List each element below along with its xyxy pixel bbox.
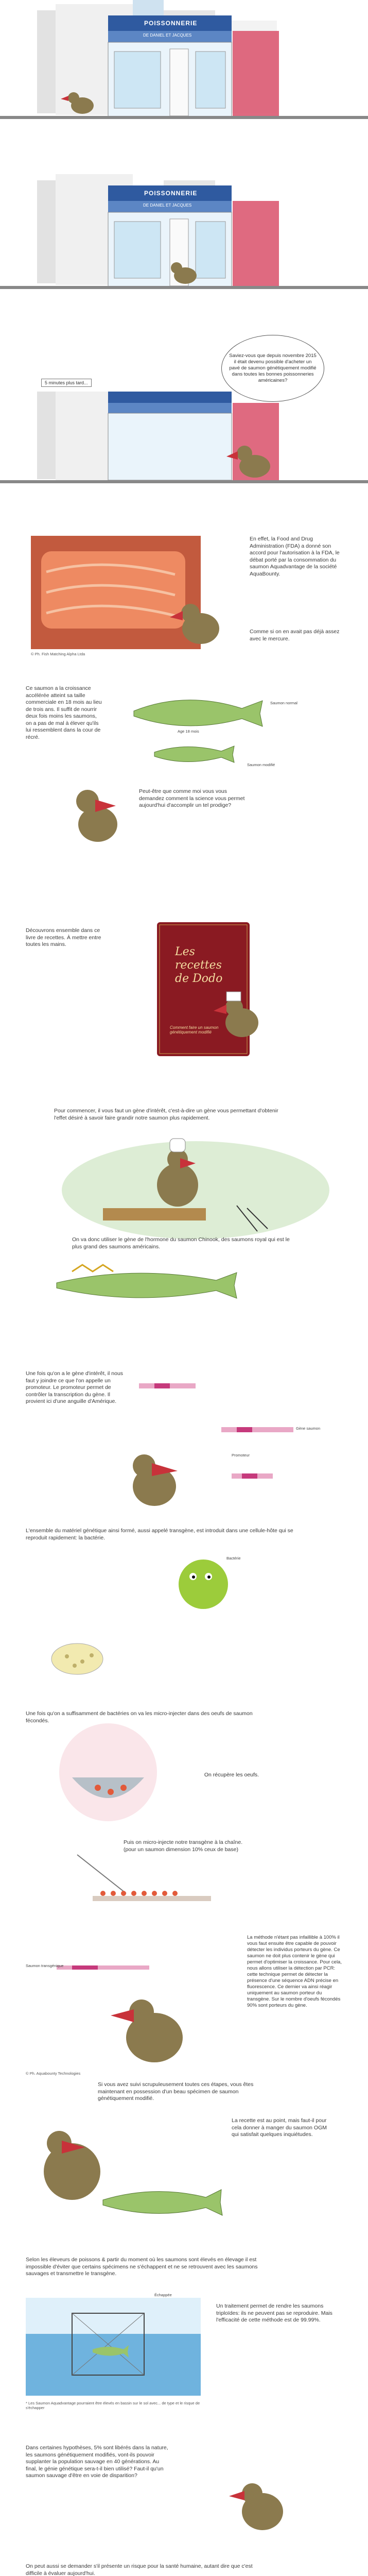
text-chinook: On va donc utiliser le gène de l'hormone du saumon Chinook, des saumons royal qui est le plus grand des saumons américains.	[72, 1236, 290, 1250]
bacteria-illustration	[0, 1528, 368, 1703]
panel-salmon-growth	[0, 685, 368, 891]
shop-sign-title: POISSONNERIE	[144, 190, 198, 197]
panel-hypotheses	[0, 2445, 368, 2576]
photo-credit-1: © Ph. Fish Matching Alpha Ltda	[31, 652, 85, 656]
text-hypotheses: Dans certaines hypothèses, 5% sont libérés dans la nature, les saumons génétiquement modifiés, vont-ils pouvoir supplanter la population sauvage en 40 générations. Au final, le génie génétique sera-t-il bien utilisé? Faut-il qu'un saumon sauvage d'être en voie de disparition?	[26, 2445, 168, 2479]
panel-salmon-steak	[0, 526, 368, 675]
text-transgene: L'ensemble du matériel génétique ainsi formé, aussi appelé transgène, est introduit dans une cellule-hôte qui se reproduit rapidement: la bactérie.	[26, 1528, 293, 1541]
text-mercury: Comme si on en avait pas déjà assez avec le mercure.	[250, 629, 340, 642]
text-prodigy: Peut-être que comme moi vous vous demandez comment la science vous permet aujourd'hui d'accomplir un tel prodige?	[139, 788, 245, 808]
panel-pcr	[0, 1935, 368, 2079]
dodo-thinking	[0, 2445, 368, 2576]
book-title: Les recettes de Dodo	[175, 945, 223, 985]
photo-credit-3: * Les Saumon Aquadvantage pourraient être élevés en bassin sur le sol avec... de type et le risque de s'échapper	[26, 2401, 200, 2410]
time-caption: 5 minutes plus tard...	[41, 379, 92, 387]
label-age: Age 18 mois	[178, 729, 199, 734]
eggs-illustration	[0, 1710, 368, 1932]
panel-shop-2	[0, 170, 368, 299]
book-subtitle: Comment faire un saumon génétiquement modifié	[170, 1025, 219, 1035]
panel-specimen	[0, 2081, 368, 2251]
panel-promoter	[0, 1370, 368, 1515]
text-micro-inject: Une fois qu'on a suffisamment de bactéries on va les micro-injecter dans des oeufs de saumon fécondés.	[26, 1710, 253, 1724]
specimen-illustration	[0, 2081, 368, 2251]
pcr-illustration	[0, 1935, 368, 2079]
panel-shop-1	[0, 0, 368, 134]
panel-recipe-book	[0, 917, 368, 1087]
text-promoter: Une fois qu'on a le gène d'intérêt, il nous faut y joindre ce que l'on appelle un promoteur. Le promoteur permet de contrôler la transcription du gène. Il provient ici d'une anguille d'Amérique.	[26, 1370, 124, 1404]
text-triploid: Un traitement permet de rendre les saumons triploïdes: ils ne peuvent pas se reproduire. Mais l'efficacité de cette méthode est de 99.99%.	[216, 2303, 332, 2323]
panel-escape	[0, 2257, 368, 2437]
bubble-eggs: On récupère les oeufs.	[196, 1757, 268, 1793]
text-chain: Puis on micro-injecte notre transgène à la chaîne. (pour un saumon dimension 10% ceux de base)	[124, 1839, 243, 1853]
label-promoter: Promoteur	[232, 1453, 250, 1458]
shop-sign-subtitle: DE DANIEL ET JACQUES	[143, 203, 192, 208]
panel-eggs	[0, 1710, 368, 1932]
label-pcr: Saumon transgénique	[26, 1963, 64, 1968]
shop-sign-title: POISSONNERIE	[144, 20, 198, 27]
recipe-book	[0, 917, 368, 1087]
panel-question	[0, 335, 368, 495]
label-escape: Échappée	[154, 2293, 172, 2297]
text-fda: En effet, la Food and Drug Administration (FDA) a donné son accord pour l'autorisation à la FDA, le débat porté par la consommation du saumon Aquadvantage de la société AquaBounty.	[250, 536, 340, 577]
label-salmon-gm: Saumon modifié	[247, 762, 275, 767]
text-recipe: Découvrons ensemble dans ce livre de recettes. À mettre entre toutes les mains.	[26, 927, 101, 947]
shop-sign-subtitle: DE DANIEL ET JACQUES	[143, 33, 192, 38]
text-pcr: La méthode n'étant pas infaillible à 100% il vous faut ensuite être capable de pouvoir détecter les individus porteurs du gène. Ce saumon ne doit plus contenir le gène qui permet d'optimiser la croissance. Pour cela, nous allons utiliser la détection par PCR: cette technique permet de détecter la présence d'une séquence ADN précise en fluorescence. Ce dernier va ainsi réagir uniquement au saumon porteur du transgène. Sur le nombre d'oeufs fécondés 90% sont porteurs du gène.	[247, 1935, 342, 2008]
panel-bacteria	[0, 1528, 368, 1703]
text-worries: La recette est au point, mais faut-il pour cela donner à manger du saumon OGM qui satisfait quelques inquiétudes.	[232, 2117, 327, 2138]
label-salmon-normal: Saumon normal	[270, 701, 297, 705]
photo-credit-2: © Ph. Aquabounty Technologies	[26, 2071, 81, 2076]
text-growth: Ce saumon a la croissance accélérée atteint sa taille commerciale en 18 mois au lieu de trois ans. Il suffit de nourrir deux fois moins les saumons, on a pas de mal à élever qu'ils lui ressemblent dans la cour de récré.	[26, 685, 102, 740]
text-specimen: Si vous avez suivi scrupuleusement toutes ces étapes, vous êtes maintenant en possession d'un beau spécimen de saumon génétiquement modifié.	[98, 2081, 254, 2102]
panel-cooking	[0, 1108, 368, 1365]
text-gene: Pour commencer, il vous faut un gène d'intérêt, c'est-à-dire un gène vous permettant d'obtenir l'effet désiré à savoir faire grandir notre saumon plus rapidement.	[54, 1108, 278, 1121]
text-escape: Selon les éleveurs de poissons & partir du moment où les saumons sont élevés en élevage il est impossible d'éviter que certains spécimens ne s'échappent et ne se retrouvent avec les saumons sauvages et transmettre le transgène.	[26, 2257, 258, 2277]
label-bacteria: Bactérie	[226, 1556, 241, 1561]
text-health: On peut aussi se demander s'il présente un risque pour la santé humaine, autant dire que c'est difficile à évaluer aujourd'hui.	[26, 2563, 253, 2576]
label-gene: Gène saumon	[296, 1426, 321, 1431]
dna-illustration	[0, 1370, 368, 1515]
speech-bubble-question: Saviez-vous que depuis novembre 2015 il était devenu possible d'acheter un pavé de saumon génétiquement modifié dans toutes les bonnes poissonneries américaines?	[221, 335, 324, 402]
